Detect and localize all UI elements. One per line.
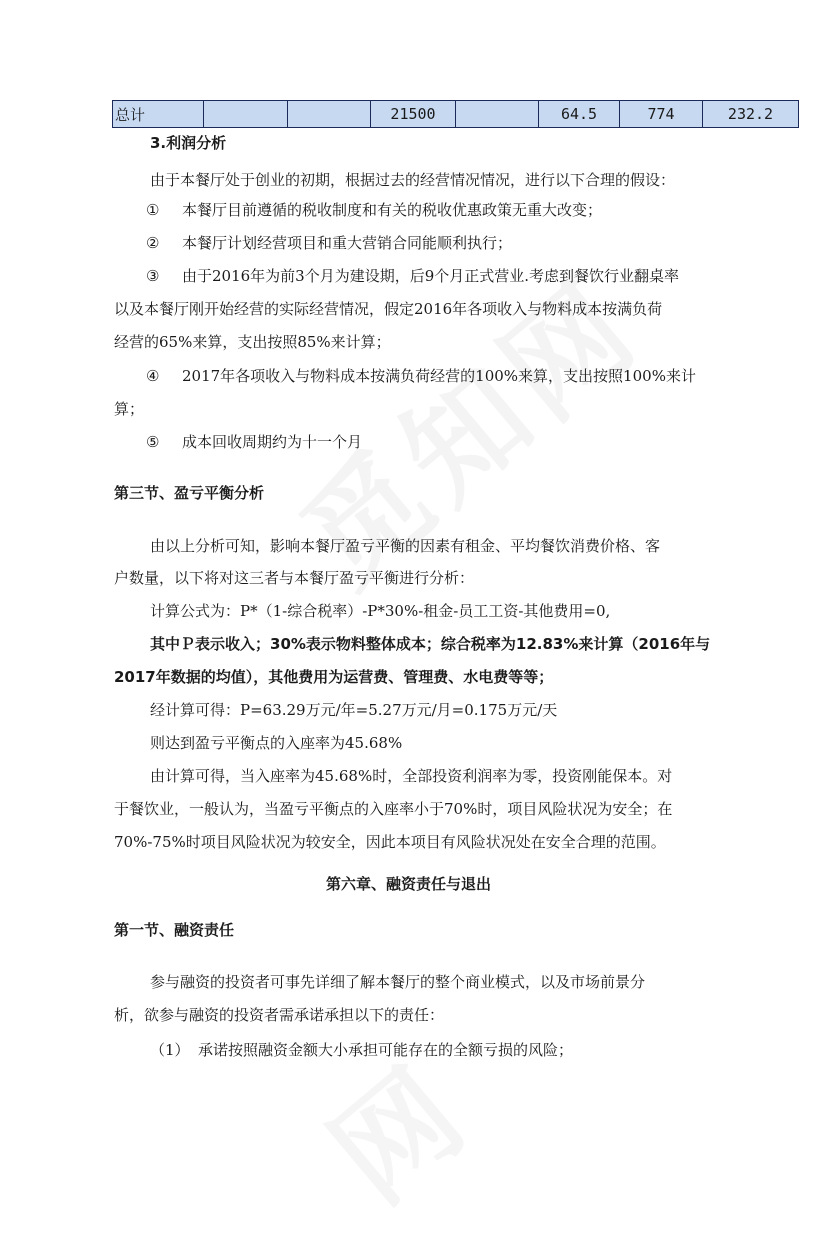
list-item-text: 由于2016年为前3个月为建设期，后9个月正式营业.考虑到餐饮行业翻桌率 xyxy=(182,267,680,285)
list-item xyxy=(146,366,696,386)
paragraph-line: 70%-75%时项目风险状况为较安全，因此本项目有风险状况处在安全合理的范围。 xyxy=(114,833,666,851)
paragraph-line: 户数量，以下将对这三者与本餐厅盈亏平衡进行分析： xyxy=(114,569,475,587)
table-cell: 21500 xyxy=(371,101,456,128)
list-item-text: 本餐厅目前遵循的税收制度和有关的税收优惠政策无重大改变； xyxy=(182,201,603,219)
result-line: 经计算可得：P=63.29万元/年=5.27万元/月=0.175万元/天 xyxy=(150,701,558,719)
section-heading: 第一节、融资责任 xyxy=(114,921,235,939)
subsection-heading: 3.利润分析 xyxy=(150,134,227,152)
list-item xyxy=(146,200,602,220)
list-item-continuation: 以及本餐厅刚开始经营的实际经营情况，假定2016年各项收入与物料成本按满负荷 xyxy=(114,300,663,318)
table-cell: 232.2 xyxy=(703,101,799,128)
list-item-text: 2017年各项收入与物料成本按满负荷经营的100%来算，支出按照100%来计 xyxy=(182,367,696,385)
bold-paragraph-line: 其中Ｐ表示收入；30%表示物料整体成本；综合税率为12.83%来计算（2016年与 xyxy=(150,635,711,653)
section-heading: 第三节、盈亏平衡分析 xyxy=(114,484,265,502)
table-cell xyxy=(456,101,539,128)
paragraph-line: 由以上分析可知，影响本餐厅盈亏平衡的因素有租金、平均餐饮消费价格、客 xyxy=(150,537,661,555)
paragraph-line: 析，欲参与融资的投资者需承诺承担以下的责任： xyxy=(114,1006,445,1024)
list-item xyxy=(150,1040,573,1060)
table-cell: 774 xyxy=(620,101,703,128)
paragraph-line: 于餐饮业，一般认为，当盈亏平衡点的入座率小于70%时，项目风险状况为安全；在 xyxy=(114,800,673,818)
list-item xyxy=(146,266,679,286)
table-cell: 总计 xyxy=(113,101,204,128)
paragraph-line: 参与融资的投资者可事先详细了解本餐厅的整个商业模式，以及市场前景分 xyxy=(150,973,646,991)
list-item-continuation: 经营的65%来算，支出按照85%来计算； xyxy=(114,333,391,351)
list-item-text: 承诺按照融资金额大小承担可能存在的全额亏损的风险； xyxy=(198,1041,574,1059)
table-cell xyxy=(288,101,371,128)
list-marker: ④ xyxy=(146,367,160,385)
total-row-table xyxy=(112,100,799,128)
list-marker: （1） xyxy=(150,1041,190,1059)
paragraph-line: 由于本餐厅处于创业的初期，根据过去的经营情况情况，进行以下合理的假设： xyxy=(150,171,676,189)
list-item-text: 成本回收周期约为十一个月 xyxy=(182,433,363,451)
table-cell xyxy=(204,101,288,128)
bold-paragraph-line: 2017年数据的均值），其他费用为运营费、管理费、水电费等等； xyxy=(114,668,554,686)
list-item-continuation: 算； xyxy=(114,400,145,418)
list-item-text: 本餐厅计划经营项目和重大营销合同能顺利执行； xyxy=(182,234,513,252)
list-marker: ⑤ xyxy=(146,433,160,451)
formula-line: 计算公式为：P*（1-综合税率）-P*30%-租金-员工工资-其他费用=0, xyxy=(150,602,611,620)
table-row xyxy=(113,101,799,128)
watermark xyxy=(260,235,669,617)
breakeven-line: 则达到盈亏平衡点的入座率为45.68% xyxy=(150,734,403,752)
list-marker: ① xyxy=(146,201,160,219)
table-cell: 64.5 xyxy=(539,101,620,128)
list-item xyxy=(146,432,362,452)
list-marker: ② xyxy=(146,234,160,252)
list-item xyxy=(146,233,512,253)
chapter-title: 第六章、融资责任与退出 xyxy=(326,875,492,893)
paragraph-line: 由计算可得，当入座率为45.68%时，全部投资利润率为零，投资刚能保本。对 xyxy=(150,767,673,785)
list-marker: ③ xyxy=(146,267,160,285)
